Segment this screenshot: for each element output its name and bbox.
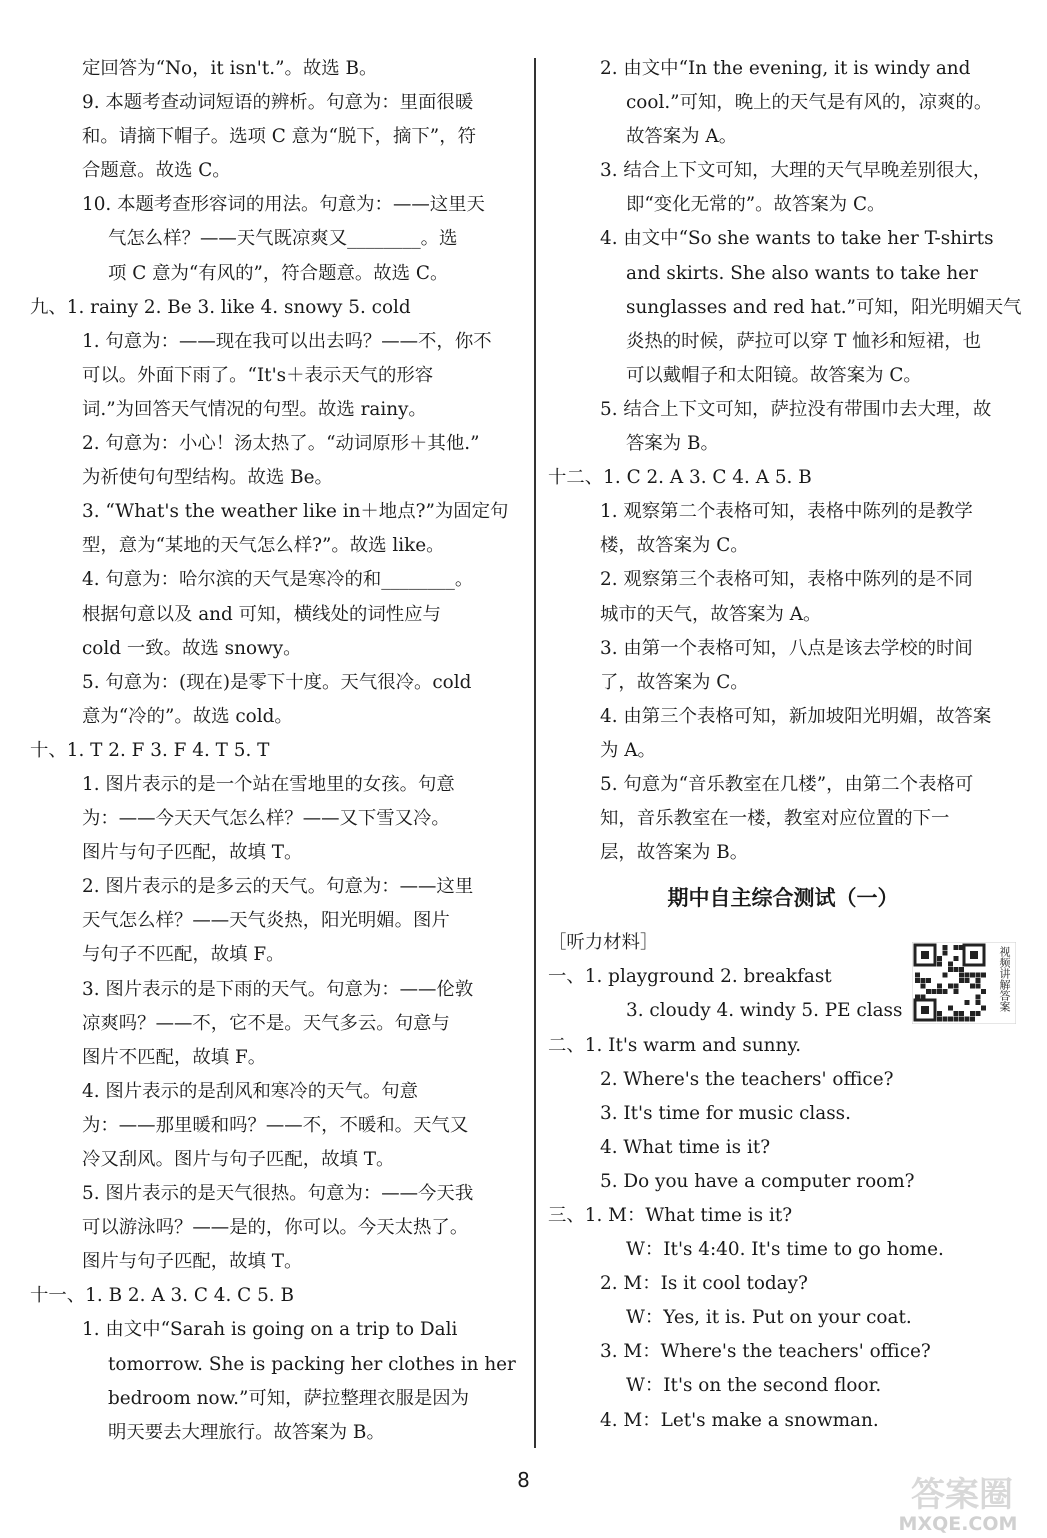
text-line: 5. 句意为：(现在)是零下十度。天气很冷。cold bbox=[82, 671, 472, 693]
text-line: 1. 句意为：——现在我可以出去吗？——不，你不 bbox=[82, 330, 492, 352]
text-line: 可以游泳吗？——是的，你可以。今天太热了。 bbox=[82, 1217, 469, 1239]
text-line: 5. 图片表示的是天气很热。句意为：——今天我 bbox=[82, 1183, 474, 1205]
text-line: 天气怎么样？——天气炎热，阳光明媚。图片 bbox=[82, 910, 450, 932]
text-line: 知，音乐教室在一楼，教室对应位置的下一 bbox=[600, 808, 950, 830]
text-line: 与句子不匹配，故填 F。 bbox=[82, 944, 285, 966]
text-line: 5. 结合上下文可知，萨拉没有带围巾去大理，故 bbox=[600, 398, 992, 420]
svg-text:MXQE.COM: MXQE.COM bbox=[898, 1513, 1018, 1534]
text-line: 层，故答案为 B。 bbox=[600, 842, 749, 864]
text-line: 词.”为回答天气情况的句型。故选 rainy。 bbox=[82, 398, 427, 420]
text-line: 为 A。 bbox=[600, 739, 656, 761]
text-line: 5. Do you have a computer room? bbox=[600, 1170, 915, 1192]
text-line: 意为“冷的”。故选 cold。 bbox=[82, 705, 293, 727]
text-line: 一、1. playground 2. breakfast bbox=[548, 966, 832, 988]
text-line: 4. What time is it? bbox=[600, 1136, 771, 1158]
text-line: 答案为 B。 bbox=[626, 433, 719, 455]
text-line: cold 一致。故选 snowy。 bbox=[82, 637, 302, 659]
text-line: 5. 句意为“音乐教室在几楼”，由第二个表格可 bbox=[600, 773, 974, 795]
text-line: 十二、1. C 2. A 3. C 4. A 5. B bbox=[548, 467, 812, 489]
text-line: 10. 本题考查形容词的用法。句意为：——这里天 bbox=[82, 194, 485, 216]
text-line: 4. 句意为：哈尔滨的天气是寒冷的和________。 bbox=[82, 569, 474, 591]
text-line: 合题意。故选 C。 bbox=[82, 160, 231, 182]
section-title: 期中自主综合测试（一） bbox=[667, 886, 899, 911]
text-line: 二、1. It's warm and sunny. bbox=[548, 1034, 802, 1056]
text-line: 和。请摘下帽子。选项 C 意为“脱下，摘下”，符 bbox=[82, 126, 476, 148]
left-column bbox=[30, 52, 522, 1450]
text-line: 气怎么样？——天气既凉爽又________。选 bbox=[108, 228, 458, 250]
text-line: 炎热的时候，萨拉可以穿 T 恤衫和短裙，也 bbox=[626, 330, 981, 352]
text-line: tomorrow. She is packing her clothes in her bbox=[108, 1353, 516, 1375]
qr-caption: 视频讲解答案 bbox=[998, 946, 1011, 1012]
text-line: 可以。外面下雨了。“It's＋表示天气的形容 bbox=[82, 364, 434, 386]
text-line: 图片与句子匹配，故填 T。 bbox=[82, 1251, 303, 1273]
text-line: 为：——那里暖和吗？——不，不暖和。天气又 bbox=[82, 1114, 469, 1136]
text-line: 2. 图片表示的是多云的天气。句意为：——这里 bbox=[82, 876, 474, 898]
text-line: 1. 由文中“Sarah is going on a trip to Dali bbox=[82, 1319, 458, 1341]
text-line: 3. 图片表示的是下雨的天气。句意为：——伦敦 bbox=[82, 978, 474, 1000]
text-line: sunglasses and red hat.”可知，阳光明媚天气 bbox=[626, 296, 1022, 318]
text-line: W：Yes, it is. Put on your coat. bbox=[626, 1307, 912, 1329]
text-line: 即“变化无常的”。故答案为 C。 bbox=[626, 194, 886, 216]
qr-code[interactable] bbox=[912, 942, 1016, 1024]
text-line: 图片与句子匹配，故填 T。 bbox=[82, 842, 303, 864]
text-line: 了，故答案为 C。 bbox=[600, 671, 749, 693]
text-line: W：It's on the second floor. bbox=[626, 1375, 882, 1397]
right-column bbox=[548, 52, 1022, 1438]
text-line: 故答案为 A。 bbox=[626, 126, 738, 148]
text-line: 可以戴帽子和太阳镜。故答案为 C。 bbox=[626, 364, 922, 386]
text-line: ［听力材料］ bbox=[548, 932, 659, 954]
text-line: 1. 图片表示的是一个站在雪地里的女孩。句意 bbox=[82, 773, 455, 795]
svg-text:答案圈: 答案圈 bbox=[911, 1475, 1013, 1515]
text-line: 凉爽吗？——不，它不是。天气多云。句意与 bbox=[82, 1012, 450, 1034]
text-line: 3. 结合上下文可知，大理的天气早晚差别很大， bbox=[600, 160, 992, 182]
text-line: 2. M：Is it cool today? bbox=[600, 1273, 808, 1295]
page-number: 8 bbox=[517, 1468, 530, 1492]
text-line: 冷又刮风。图片与句子匹配，故填 T。 bbox=[82, 1149, 395, 1170]
text-line: 定回答为“No，it isn't.”。故选 B。 bbox=[82, 58, 378, 79]
text-line: 9. 本题考查动词短语的辨析。句意为：里面很暖 bbox=[82, 92, 474, 114]
text-line: 型，意为“某地的天气怎么样?”。故选 like。 bbox=[82, 535, 445, 557]
text-line: and skirts. She also wants to take her bbox=[626, 262, 978, 284]
text-line: 4. 由文中“So she wants to take her T-shirts bbox=[600, 228, 994, 250]
text-line: 为：——今天天气怎么样？——又下雪又冷。 bbox=[82, 808, 450, 830]
text-line: 3. 由第一个表格可知，八点是该去学校的时间 bbox=[600, 637, 973, 659]
text-line: 城市的天气，故答案为 A。 bbox=[600, 603, 822, 625]
text-line: 九、1. rainy 2. Be 3. like 4. snowy 5. cold bbox=[30, 296, 411, 318]
text-line: 图片不匹配，故填 F。 bbox=[82, 1046, 267, 1068]
text-line: 三、1. M：What time is it? bbox=[548, 1205, 793, 1226]
text-line: 项 C 意为“有风的”，符合题意。故选 C。 bbox=[108, 262, 449, 284]
text-line: 3. It's time for music class. bbox=[600, 1102, 851, 1124]
text-line: 1. 观察第二个表格可知，表格中陈列的是教学 bbox=[600, 501, 973, 523]
text-line: cool.”可知，晚上的天气是有风的，凉爽的。 bbox=[626, 92, 993, 114]
text-line: 3. “What's the weather like in＋地点?”为固定句 bbox=[82, 501, 509, 523]
text-line: bedroom now.”可知，萨拉整理衣服是因为 bbox=[108, 1387, 470, 1409]
text-line: 2. Where's the teachers' office? bbox=[600, 1068, 894, 1090]
text-line: 为祈使句句型结构。故选 Be。 bbox=[82, 467, 333, 489]
text-line: W：It's 4:40. It's time to go home. bbox=[626, 1239, 944, 1261]
text-line: 4. 由第三个表格可知，新加坡阳光明媚，故答案 bbox=[600, 705, 992, 727]
text-line: 十、1. T 2. F 3. F 4. T 5. T bbox=[30, 739, 270, 761]
watermark bbox=[870, 1470, 1040, 1534]
text-line: 楼，故答案为 C。 bbox=[600, 535, 749, 557]
text-line: 十一、1. B 2. A 3. C 4. C 5. B bbox=[30, 1285, 294, 1307]
watermark-logo-icon bbox=[870, 1470, 1040, 1534]
column-divider bbox=[534, 58, 536, 1448]
text-line: 3. M：Where's the teachers' office? bbox=[600, 1341, 931, 1363]
text-line: 根据句意以及 and 可知，横线处的词性应与 bbox=[82, 603, 441, 625]
text-line: 2. 由文中“In the evening, it is windy and bbox=[600, 58, 971, 79]
text-line: 2. 观察第三个表格可知，表格中陈列的是不同 bbox=[600, 569, 973, 591]
text-line: 3. cloudy 4. windy 5. PE class bbox=[626, 1000, 903, 1022]
text-line: 2. 句意为：小心！汤太热了。“动词原形＋其他.” bbox=[82, 433, 480, 455]
text-line: 4. M：Let's make a snowman. bbox=[600, 1409, 879, 1431]
text-line: 明天要去大理旅行。故答案为 B。 bbox=[108, 1421, 385, 1443]
text-line: 4. 图片表示的是刮风和寒冷的天气。句意 bbox=[82, 1080, 419, 1102]
